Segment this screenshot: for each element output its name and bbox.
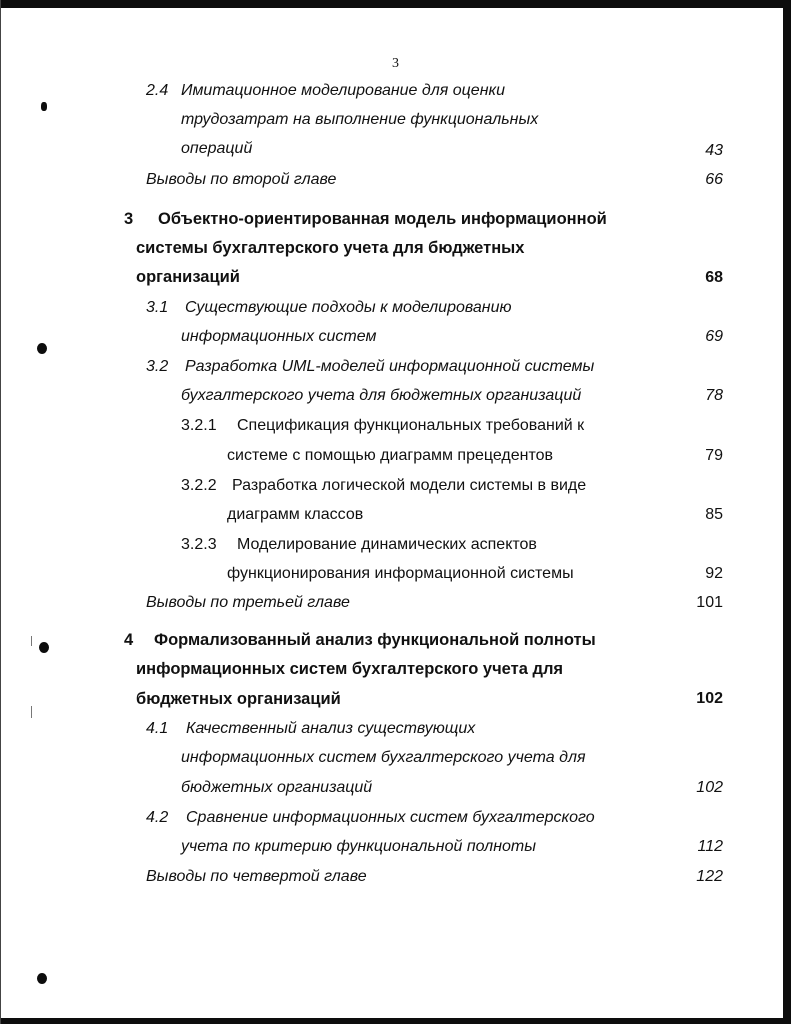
toc-entry-title-line: Качественный анализ существующих [186,720,476,737]
toc-entry-page: 69 [705,328,723,345]
scan-speck [31,636,32,646]
toc-entry-title-line: Разработка логической модели системы в виде [232,477,587,494]
toc-entry-title-line: системе с помощью диаграмм прецедентов [227,447,554,464]
toc-entry-title-line: системы бухгалтерского учета для бюджетных [136,239,525,257]
toc-entry-title-line: Имитационное моделирование для оценки [181,82,505,99]
toc-entry-title-line: Сравнение информационных систем бухгалтерского [186,809,595,826]
toc-entry-page: 43 [705,142,723,159]
toc-entry-page: 122 [696,868,723,885]
toc-entry-page: 79 [705,447,723,464]
toc-entry-title-line: Существующие подходы к моделированию [185,299,512,316]
toc-entry-number: 3.1 [146,299,169,316]
toc-entry-title-line: организаций [136,268,240,286]
punch-hole-mark [37,343,47,354]
toc-entry-number: 3.2.1 [181,417,217,434]
page-number: 3 [392,56,399,71]
toc-entry-title-line: информационных систем бухгалтерского учета для [181,749,586,766]
toc-entry-page: 78 [705,387,723,404]
toc-entry-number: 3 [124,210,134,228]
punch-hole-mark [41,102,47,111]
toc-entry-number: 3.2.2 [181,477,217,494]
toc-entry-page: 85 [705,506,723,523]
scan-speck [31,706,32,718]
toc-entry-title-line: операций [181,140,253,157]
toc-entry-title-line: Разработка UML-моделей информационной системы [185,358,595,375]
toc-entry-title-line: Выводы по второй главе [146,171,337,188]
toc-entry-number: 4.1 [146,720,169,737]
toc-entry-title-line: бюджетных организаций [181,779,373,796]
toc-entry-page: 112 [697,838,723,855]
toc-entry-page: 68 [705,269,723,286]
toc-entry-title-line: трудозатрат на выполнение функциональных [181,111,539,128]
toc-entry-number: 3.2.3 [181,536,217,553]
toc-entry-number: 2.4 [146,82,169,99]
toc-entry-title-line: бухгалтерского учета для бюджетных организаций [181,387,582,404]
toc-entry-page: 102 [696,690,723,707]
scan-border-bottom [0,1018,791,1024]
toc-entry-title-line: Формализованный анализ функциональной полноты [154,631,596,649]
toc-entry-page: 102 [696,779,723,796]
toc-entry-title-line: Моделирование динамических аспектов [237,536,537,553]
toc-entry-title-line: информационных систем бухгалтерского учета для [136,660,564,678]
toc-entry-number: 4.2 [146,809,169,826]
toc-entry-title-line: Выводы по третьей главе [146,594,350,611]
toc-entry-page: 92 [705,565,723,582]
punch-hole-mark [37,973,47,984]
toc-entry-page: 66 [705,171,723,188]
scan-border-top [0,0,791,8]
toc-entry-title-line: функционирования информационной системы [227,565,574,582]
toc-entry-title-line: Спецификация функциональных требований к [237,417,585,434]
punch-hole-mark [39,642,49,653]
toc-entry-title-line: диаграмм классов [227,506,364,523]
toc-entry-title-line: учета по критерию функциональной полноты [181,838,536,855]
toc-entry-title-line: Объектно-ориентированная модель информационной [158,210,607,228]
toc-entry-title-line: Выводы по четвертой главе [146,868,367,885]
scan-border-left [0,0,1,1024]
scan-border-right [783,0,791,1024]
toc-entry-title-line: бюджетных организаций [136,690,341,708]
toc-entry-page: 101 [696,594,723,611]
toc-entry-number: 3.2 [146,358,169,375]
toc-entry-number: 4 [124,631,134,649]
toc-entry-title-line: информационных систем [181,328,377,345]
